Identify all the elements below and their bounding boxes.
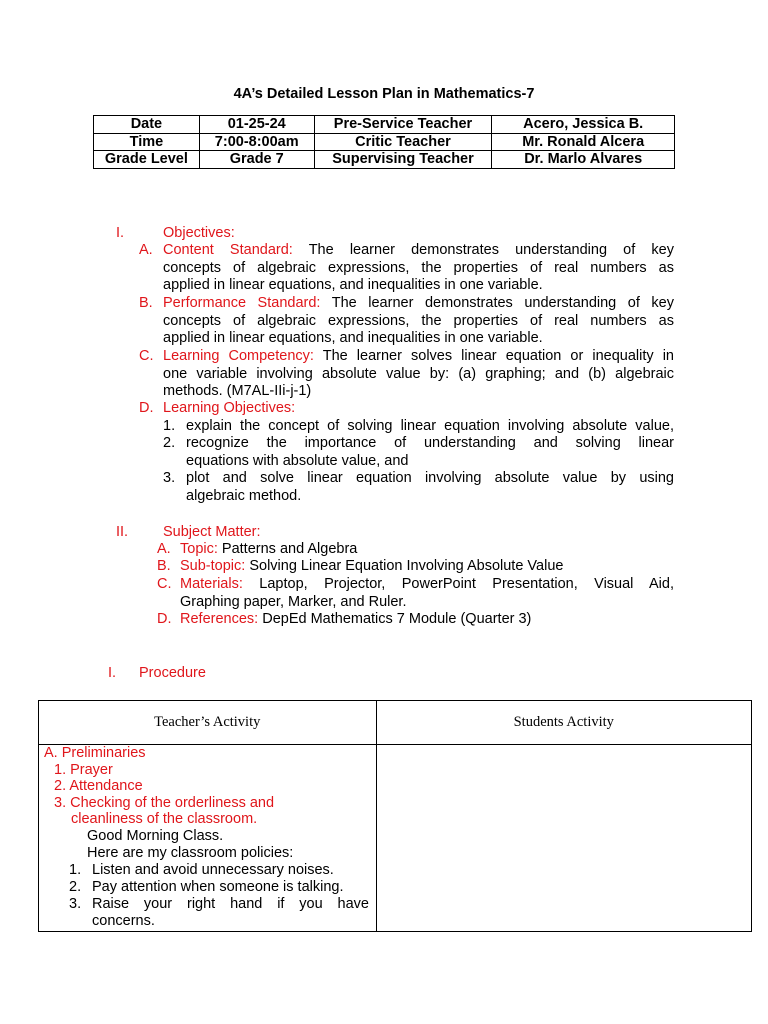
performance-standard-line-3: applied in linear equations, and inequalities in one variable. <box>163 330 543 347</box>
critic-teacher-value: Mr. Ronald Alcera <box>492 133 675 151</box>
supervising-teacher-label: Supervising Teacher <box>314 151 492 169</box>
procedure-table <box>38 700 752 932</box>
objective-2-text <box>186 435 674 470</box>
objective-1-text: explain the concept of solving linear equation involving absolute value, <box>186 418 674 434</box>
objective-3-line-2: algebraic method. <box>186 487 302 504</box>
references <box>180 611 531 629</box>
performance-standard-line-1: The learner demonstrates understanding of key <box>331 295 674 311</box>
subtopic <box>180 558 563 576</box>
materials-letter: C. <box>157 576 172 592</box>
objective-2-number: 2. <box>163 435 176 451</box>
objective-2-line-1: recognize the importance of understanding and solving linear <box>186 435 674 451</box>
procedure-heading: Procedure <box>139 665 206 681</box>
procedure-header-row <box>39 701 752 745</box>
info-row-grade <box>94 151 675 169</box>
references-text: DepEd Mathematics 7 Module (Quarter 3) <box>262 611 532 627</box>
materials-line-2: Graphing paper, Marker, and Ruler. <box>180 593 407 610</box>
learning-competency-letter: C. <box>139 348 154 364</box>
content-standard-line-2: concepts of algebraic expressions, the properties of real numbers as <box>163 259 674 276</box>
critic-teacher-label: Critic Teacher <box>314 133 492 151</box>
subtopic-letter: B. <box>157 558 171 574</box>
subtopic-text: Solving Linear Equation Involving Absolute Value <box>249 558 564 574</box>
references-label: References: <box>180 611 259 627</box>
time-label: Time <box>94 133 200 151</box>
policy-3-line-1: Raise your right hand if you have <box>92 896 369 912</box>
performance-standard-label: Performance Standard: <box>163 295 321 311</box>
policy-1-number: 1. <box>69 862 82 878</box>
content-standard-label: Content Standard: <box>163 242 293 258</box>
learning-competency-label: Learning Competency: <box>163 348 314 364</box>
policy-2-number: 2. <box>69 879 82 895</box>
content-standard-line-1: The learner demonstrates understanding of key <box>308 242 674 258</box>
learning-competency-line-2: one variable involving absolute value by: (a) graphing; and (b) algebraic <box>163 365 674 382</box>
performance-standard <box>163 295 674 348</box>
preliminaries-heading: A. Preliminaries <box>44 745 146 761</box>
time-value: 7:00-8:00am <box>199 133 314 151</box>
date-label: Date <box>94 116 200 134</box>
performance-standard-letter: B. <box>139 295 153 311</box>
greeting-text: Good Morning Class. <box>87 828 224 844</box>
info-row-time <box>94 133 675 151</box>
learning-competency <box>163 348 674 401</box>
policy-1-text: Listen and avoid unnecessary noises. <box>92 862 334 878</box>
topic <box>180 541 357 559</box>
lesson-info-table <box>93 115 675 169</box>
students-activity-cell <box>376 745 751 932</box>
topic-text: Patterns and Algebra <box>221 541 358 557</box>
subtopic-label: Sub-topic: <box>180 558 246 574</box>
subject-matter-numeral: II. <box>116 524 129 540</box>
content-standard <box>163 242 674 295</box>
step-attendance: 2. Attendance <box>54 778 143 794</box>
document-title: 4A’s Detailed Lesson Plan in Mathematics-7 <box>233 86 535 102</box>
date-value: 01-25-24 <box>199 116 314 134</box>
step-checking-cont: cleanliness of the classroom. <box>71 811 258 827</box>
procedure-numeral: I. <box>108 665 117 681</box>
learning-competency-line-3: methods. (M7AL-IIi-j-1) <box>163 383 312 400</box>
students-activity-header: Students Activity <box>376 701 751 745</box>
materials <box>180 576 674 611</box>
teacher-activity-cell <box>39 745 377 932</box>
materials-line-1: Laptop, Projector, PowerPoint Presentation, Visual Aid, <box>259 576 675 592</box>
objective-3-text <box>186 470 674 505</box>
grade-level-label: Grade Level <box>94 151 200 169</box>
policy-3-number: 3. <box>69 896 82 912</box>
step-prayer: 1. Prayer <box>54 762 113 778</box>
info-row-date <box>94 116 675 134</box>
procedure-row <box>39 745 752 932</box>
policy-3-line-2: concerns. <box>92 913 155 929</box>
grade-level-value: Grade 7 <box>199 151 314 169</box>
policies-intro: Here are my classroom policies: <box>87 845 294 861</box>
content-standard-letter: A. <box>139 242 153 258</box>
references-letter: D. <box>157 611 172 627</box>
pre-service-teacher-label: Pre-Service Teacher <box>314 116 492 134</box>
objectives-heading: Objectives: <box>163 225 235 241</box>
objective-3-number: 3. <box>163 470 176 486</box>
policy-2-text: Pay attention when someone is talking. <box>92 879 344 895</box>
topic-label: Topic: <box>180 541 218 557</box>
topic-letter: A. <box>157 541 171 557</box>
objective-1-number: 1. <box>163 418 176 434</box>
learning-objectives-letter: D. <box>139 400 154 416</box>
content-standard-line-3: applied in linear equations, and inequalities in one variable. <box>163 277 543 294</box>
teacher-activity-header: Teacher’s Activity <box>39 701 377 745</box>
performance-standard-line-2: concepts of algebraic expressions, the properties of real numbers as <box>163 312 674 329</box>
subject-matter-heading: Subject Matter: <box>163 524 261 540</box>
objective-3-line-1: plot and solve linear equation involving absolute value by using <box>186 470 674 486</box>
step-checking: 3. Checking of the orderliness and <box>54 795 275 811</box>
materials-label: Materials: <box>180 576 243 592</box>
objectives-numeral: I. <box>116 225 125 241</box>
pre-service-teacher-value: Acero, Jessica B. <box>492 116 675 134</box>
objective-2-line-2: equations with absolute value, and <box>186 452 409 469</box>
learning-objectives-label: Learning Objectives: <box>163 400 296 416</box>
supervising-teacher-value: Dr. Marlo Alvares <box>492 151 675 169</box>
learning-competency-line-1: The learner solves linear equation or inequality in <box>322 348 674 364</box>
